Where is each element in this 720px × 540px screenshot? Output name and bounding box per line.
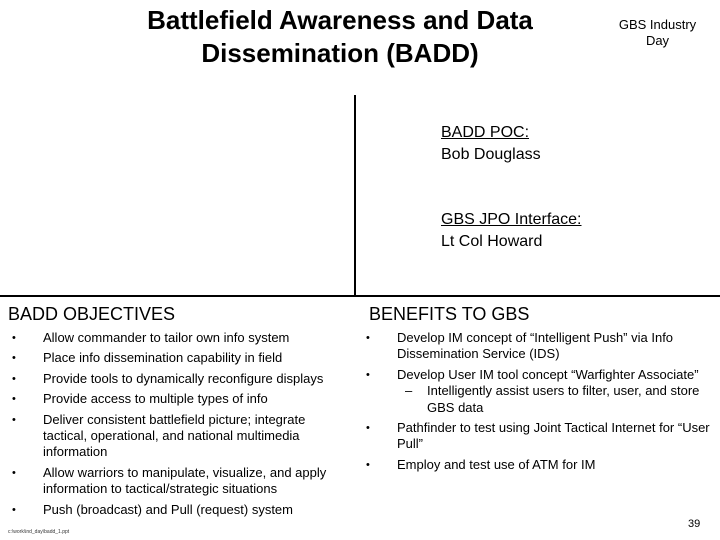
title-line-1: Battlefield Awareness and Data — [147, 5, 533, 35]
bullet-icon: • — [366, 422, 370, 435]
poc-label: BADD POC: — [441, 124, 530, 141]
event-line-1: GBS Industry — [618, 17, 697, 32]
list-item — [8, 412, 352, 461]
bullet-icon: • — [12, 503, 16, 516]
slide-title — [110, 4, 570, 70]
file-path-footer: c:\work\ind_day\badd_1.ppt — [8, 529, 70, 535]
list-item-text: Allow warriors to manipulate, visualize, and apply information to tactical/strategic situations — [43, 464, 327, 497]
page-number: 39 — [688, 518, 701, 530]
bullet-icon: • — [12, 466, 16, 479]
list-item-text: Pathfinder to test using Joint Tactical Internet for “User Pull” — [397, 420, 710, 452]
list-item — [8, 371, 352, 387]
list-item-text: Employ and test use of ATM for IM — [397, 456, 596, 472]
event-label — [610, 17, 705, 49]
objectives-heading: BADD OBJECTIVES — [8, 304, 176, 324]
list-item-text: Develop User IM tool concept “Warfighter Associate” — [397, 366, 699, 382]
list-item — [8, 350, 352, 366]
list-item-text: Allow commander to tailor own info system — [43, 330, 290, 345]
sub-list-item-text: Intelligently assist users to filter, user, and store GBS data — [427, 383, 700, 415]
list-item — [362, 330, 714, 363]
list-item-text: Deliver consistent battlefield picture; integrate tactical, operational, and national multimedia information — [43, 411, 306, 460]
objectives-list — [8, 330, 352, 522]
list-item-text: Develop IM concept of “Intelligent Push” via Info Dissemination Service (IDS) — [397, 330, 674, 362]
bullet-icon: • — [12, 372, 16, 385]
list-item-text: Place info dissemination capability in field — [43, 350, 283, 366]
list-item-text: Provide access to multiple types of info — [43, 391, 268, 407]
jpo-interface-name: Lt Col Howard — [441, 233, 543, 250]
bullet-icon: • — [366, 458, 370, 471]
list-item — [362, 420, 714, 453]
bullet-icon: • — [12, 393, 16, 406]
list-item — [8, 502, 352, 518]
vertical-divider — [354, 95, 356, 295]
list-item-text: Provide tools to dynamically reconfigure displays — [43, 370, 324, 386]
horizontal-divider — [0, 295, 720, 297]
bullet-icon: • — [12, 352, 16, 365]
bullet-icon: • — [366, 332, 370, 344]
dash-icon: – — [405, 383, 413, 399]
list-item — [8, 391, 352, 407]
event-line-2: Day — [645, 33, 670, 48]
poc-name: Bob Douglass — [441, 146, 541, 163]
list-item — [8, 465, 352, 498]
list-item-text: Push (broadcast) and Pull (request) system — [43, 501, 293, 517]
title-line-2: Dissemination (BADD) — [201, 38, 479, 68]
jpo-interface-label: GBS JPO Interface: — [441, 211, 582, 228]
list-item — [362, 457, 714, 473]
bullet-icon: • — [12, 332, 16, 344]
benefits-heading: BENEFITS TO GBS — [369, 304, 530, 324]
list-item — [362, 367, 714, 416]
sub-list-item — [405, 383, 714, 416]
bullet-icon: • — [12, 413, 16, 426]
bullet-icon: • — [366, 368, 370, 381]
list-item — [8, 330, 352, 346]
benefits-list — [362, 330, 714, 477]
